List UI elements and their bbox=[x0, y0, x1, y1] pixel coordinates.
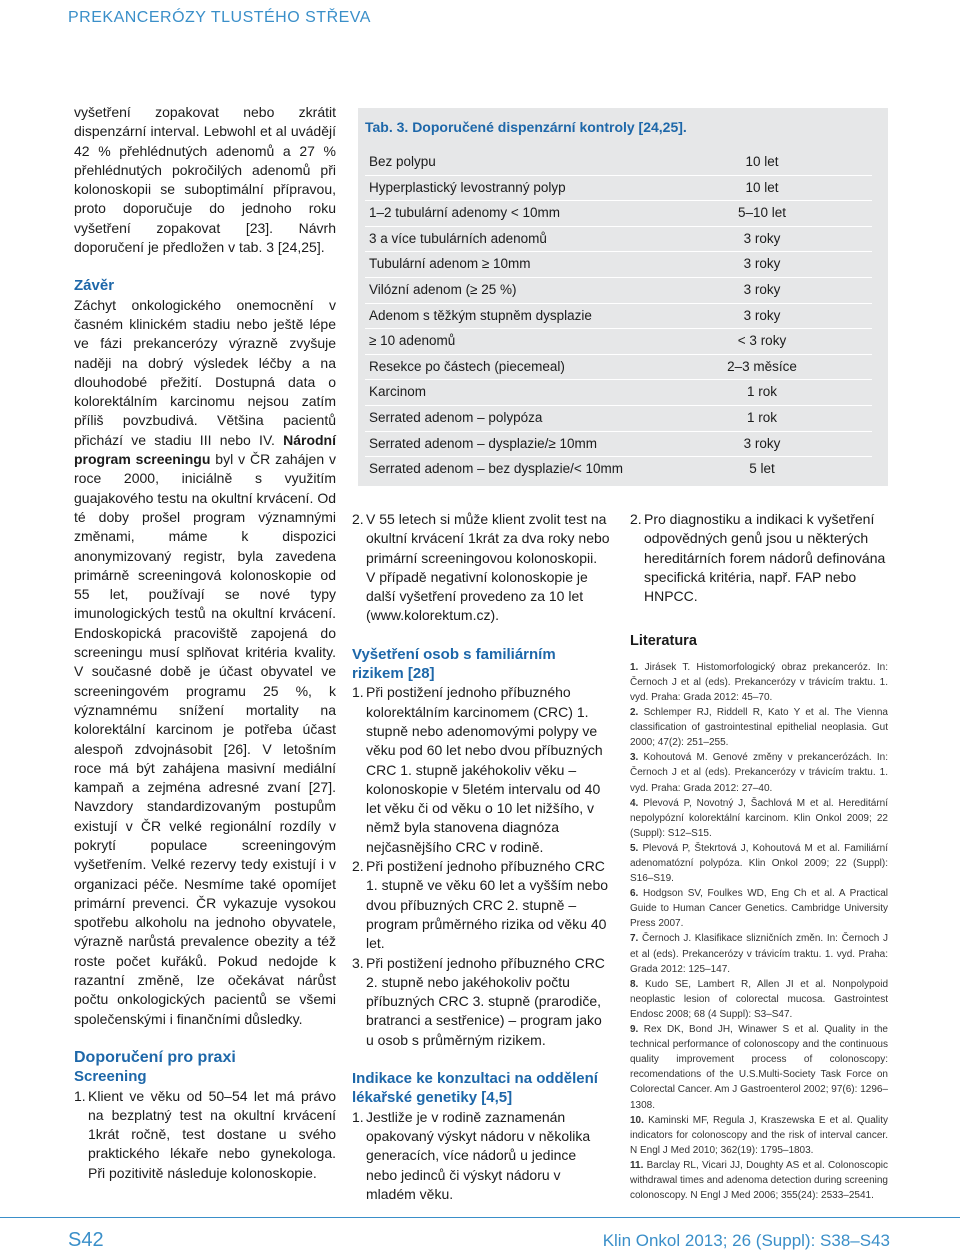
list-item: 2. Pro diagnostiku a indikaci k vyšetření odpovědných genů jsou u některých hereditárních forem nádorů definována specifická kritéria, např. FAP nebo HNPCC. bbox=[630, 511, 886, 605]
reference-item bbox=[630, 931, 888, 976]
reference-number: 7. bbox=[630, 933, 639, 945]
genetics-list-continued bbox=[630, 510, 888, 606]
reference-text: Kudo SE, Lambert R, Allen JI et al. Nonpolypoid neoplastic lesion of colorectal mucosa. Gastrointest Endosc 2008; 68 (4 Suppl): S3–S47. bbox=[630, 978, 889, 1020]
table-cell-finding: Vilózní adenom (≥ 25 %) bbox=[369, 281, 517, 297]
table-row bbox=[365, 457, 872, 482]
table-cell-finding: Serrated adenom – bez dysplazie/< 10mm bbox=[369, 461, 624, 477]
table-row bbox=[365, 432, 872, 458]
reference-text: Plevová P, Novotný J, Šachlová M et al. Hereditární nepolypózní kolorektální karcinom. Klin Onkol 2009; 22 (Suppl): S12–S15. bbox=[630, 797, 889, 839]
footer-divider bbox=[0, 1217, 960, 1218]
journal-citation: Klin Onkol 2013; 26 (Suppl): S38–S43 bbox=[602, 1231, 890, 1250]
zaver-heading: Závěr bbox=[74, 277, 115, 295]
reference-number: 2. bbox=[630, 707, 639, 719]
table-body bbox=[365, 150, 872, 482]
list-item: 1. Jestliže je v rodině zaznamenán opakovaný výskyt nádoru v několika generacích, více nádorů u jedince nebo jedinců či výskyt nádoru v mladém věku. bbox=[352, 1108, 591, 1202]
table-cell-finding: Resekce po částech (piecemeal) bbox=[369, 358, 565, 374]
table-3 bbox=[358, 108, 888, 486]
reference-number: 5. bbox=[630, 842, 639, 854]
table-title: Tab. 3. Doporučené dispenzární kontroly [24,25]. bbox=[365, 119, 687, 135]
reference-number: 6. bbox=[630, 888, 639, 900]
table-row bbox=[365, 227, 872, 253]
table-row bbox=[365, 252, 872, 278]
reference-text: Kohoutová M. Genové změny v prekancerózách. In: Černoch J et al (eds). Prekancerózy v trávicím traktu. 1. vyd. Praha: Grada 2012: 27–40. bbox=[630, 752, 888, 794]
reference-item bbox=[630, 1022, 888, 1113]
reference-item bbox=[630, 750, 888, 795]
table-cell-finding: Bez polypu bbox=[369, 154, 436, 169]
table-cell-finding: 3 a více tubulárních adenomů bbox=[369, 230, 547, 246]
reference-item bbox=[630, 796, 888, 841]
table-cell-finding: Karcinom bbox=[369, 384, 427, 400]
reference-number: 10. bbox=[630, 1114, 644, 1126]
table-cell-interval: 10 let bbox=[745, 154, 779, 169]
table-cell-interval: 1 rok bbox=[746, 384, 777, 400]
genetics-list bbox=[352, 1108, 610, 1204]
screening-list-continued bbox=[352, 510, 610, 626]
table-cell-interval: 3 roky bbox=[743, 230, 781, 246]
reference-number: 3. bbox=[630, 752, 639, 764]
screening-list bbox=[74, 1087, 336, 1183]
reference-text: Hodgson SV, Foulkes WD, Eng Ch et al. A Practical Guide to Human Cancer Genetics. Cambridge University Press 2007. bbox=[630, 888, 889, 930]
familial-risk-heading: Vyšetření osob s familiárním rizikem [28] bbox=[352, 645, 556, 683]
reference-text: Černoch J. Klasifikace slizničních změn. In: Černoch J et al (eds). Prekancerózy v trávicím traktu. 1. vyd. Praha: Grada 2012: 125–147. bbox=[630, 933, 888, 975]
reference-number: 9. bbox=[630, 1024, 639, 1036]
reference-item bbox=[630, 841, 888, 886]
table-cell-finding: Tubulární adenom ≥ 10mm bbox=[369, 256, 531, 272]
table-cell-finding: 1–2 tubulární adenomy < 10mm bbox=[369, 205, 560, 221]
reference-text: Rex DK, Bond JH, Winawer S et al. Quality in the technical performance of colonoscopy and the continuous quality improvement process of colonoscopy: recomendations of the U.S.Multi-Society Task Force on Colorectal Cancer. Am J Gastroenterol 2002; 97(6): 1296–1308. bbox=[630, 1024, 888, 1111]
doporuceni-heading: Doporučení pro praxi bbox=[74, 1048, 236, 1066]
reference-item bbox=[630, 705, 888, 750]
table-cell-interval: 5 let bbox=[749, 461, 775, 477]
table-row bbox=[365, 380, 872, 406]
running-header: PREKANCERÓZY TLUSTÉHO STŘEVA bbox=[68, 9, 371, 26]
reference-item bbox=[630, 1113, 888, 1158]
table-row bbox=[365, 176, 872, 202]
table-row bbox=[365, 406, 872, 432]
reference-number: 11. bbox=[630, 1159, 644, 1171]
screening-program-bold: Národní program screeningu bbox=[74, 431, 336, 468]
table-cell-interval: 3 roky bbox=[743, 307, 781, 323]
list-item: 1. Při postižení jednoho příbuzného kolorektálním karcinomem (CRC) 1. stupně nebo adenomovými polypy ve věku pod 60 let nebo dvou příbuzných CRC 1. stupně jakéhokoliv věku – kolonoskopie v 5letém intervalu od 40 let věku či od věku o 10 let nižšího, v němž byla stanovena diagnóza nejčasnějšího CRC v rodině. bbox=[352, 684, 603, 855]
middle-column bbox=[352, 510, 610, 1204]
table-cell-finding: Adenom s těžkým stupněm dysplazie bbox=[369, 307, 592, 323]
reference-number: 1. bbox=[630, 661, 639, 673]
table-row bbox=[365, 150, 872, 176]
right-column bbox=[630, 510, 888, 1203]
reference-list bbox=[630, 660, 888, 1203]
intro-paragraph: vyšetření zopakovat nebo zkrátit dispenzární interval. Lebwohl et al uvádějí 42 % přehlédnutých adenomů a 27 % přehlédnutých pokročilých adenomů při kolonoskopii se suboptimální přípravou, proto doporučuje do jednoho roku vyšetření zopakovat [23]. Návrh doporučení je předložen v tab. 3 [24,25]. bbox=[74, 104, 336, 256]
reference-item bbox=[630, 660, 888, 705]
table-cell-finding: Serrated adenom – polypóza bbox=[369, 409, 543, 425]
table-cell-interval: 5–10 let bbox=[737, 205, 787, 221]
list-item: 2. Při postižení jednoho příbuzného CRC 1. stupně ve věku 60 let a vyšším nebo dvou příbuzných CRC 2. stupně – program průměrného rizika od věku 40 let. bbox=[352, 858, 609, 952]
table-cell-finding: Hyperplastický levostranný polyp bbox=[369, 179, 566, 195]
reference-number: 4. bbox=[630, 797, 639, 809]
literature-heading: Literatura bbox=[630, 633, 697, 650]
reference-text: Plevová P, Štekrtová J, Kohoutová M et al. Familiární adenomatózní polypóza. Klin Onkol 2009; 22 (Suppl): S16–S19. bbox=[630, 842, 888, 885]
reference-text: Kaminski MF, Regula J, Kraszewska E et al. Quality indicators for colonoscopy and the risk of interval cancer. N Engl J Med 2010; 362(19): 1795–1803. bbox=[630, 1114, 888, 1156]
table-row bbox=[365, 278, 872, 304]
reference-number: 8. bbox=[630, 978, 639, 990]
genetics-heading: Indikace ke konzultaci na oddělení lékařské genetiky [4,5] bbox=[352, 1070, 598, 1107]
left-column bbox=[74, 103, 336, 1183]
table-cell-interval: 3 roky bbox=[743, 281, 781, 297]
list-item: 1. Klient ve věku od 50–54 let má právo na bezplatný test na okultní krvácení 1krát ročně, test dostane u svého praktického lékaře nebo gynekologa. Při pozitivitě následuje kolonoskopie. bbox=[74, 1087, 336, 1181]
reference-text: Jirásek T. Histomorfologický obraz prekanceróz. In: Černoch J et al (eds). Prekancerózy v trávicím traktu. 1. vyd. Praha: Grada 2012: 45–70. bbox=[630, 661, 889, 703]
screening-heading: Screening bbox=[74, 1068, 147, 1086]
list-item: 3. Při postižení jednoho příbuzného CRC 2. stupně nebo jakéhokoliv počtu příbuzných CRC 3. stupně (prarodiče, bratranci a sestřenice) – program jako u osob s průměrným rizikem. bbox=[352, 954, 605, 1048]
table-cell-finding: Serrated adenom – dysplazie/≥ 10mm bbox=[369, 435, 598, 451]
table-cell-interval: 3 roky bbox=[743, 256, 781, 272]
table-cell-interval: < 3 roky bbox=[737, 333, 787, 349]
table-row bbox=[365, 355, 872, 381]
page-number: S42 bbox=[68, 1229, 104, 1251]
familial-risk-list bbox=[352, 683, 610, 1050]
reference-text: Schlemper RJ, Riddell R, Kato Y et al. The Vienna classification of gastrointestinal epithelial neoplasia. Gut 2000; 47(2): 251–255. bbox=[630, 707, 888, 749]
table-row bbox=[365, 329, 872, 355]
table-cell-finding: ≥ 10 adenomů bbox=[369, 333, 456, 349]
table-row bbox=[365, 304, 872, 330]
list-item: 2. V 55 letech si může klient zvolit test na okultní krvácení 1krát za dva roky nebo primární screeningovou kolonoskopii. V případě negativní kolonoskopie je další vyšetření provedeno za 10 let (www.kolorektum.cz). bbox=[352, 511, 610, 624]
table-cell-interval: 2–3 měsíce bbox=[727, 358, 797, 374]
reference-item bbox=[630, 1158, 888, 1203]
table-row bbox=[365, 201, 872, 227]
zaver-paragraph: Záchyt onkologického onemocnění v časném klinickém stadiu nebo ještě lépe ve fázi prekancerózy výrazně zvyšuje naději na dobrý výsledek léčby a na dlouhodobé přežití. Dostupná data o kolorektálním karcinomu nejsou zatím příliš povzbudivá. Většina pacientů přichází ve stadiu III nebo IV. Národní program screeningu byl v ČR zahájen v roce 2000, iniciálně s využitím guajakového testu na okultní krvácení. Od té doby prošel program významnými změnami, máme k dispozici anonymizovaný registr, byla zavedena primárně screeningová kolonoskopie od 55 let, používají se nové typy imunologických testů na okultní krvácení. Endoskopická pracoviště zapojená do screeningu musí splňovat kritéria kvality. V současné době je účast obyvatel ve screeningovém programu 25 %, k významnému snížení mortality na kolorektální karcinom je potřeba účast alespoň zdvojnásobit [26]. V letošním roce má být zahájena masivní mediální kampaň a zejména adresné zvaní [27]. Navzdory standardizovaným postupům existují v ČR velké regionální rozdíly v pokrytí populace screeningovým vyšetřením. Velké rezervy tedy existují i v organizaci péče. Nesmíme také opomíjet primární prevenci. ČR vykazuje vysokou spotřebu alkoholu na jednoho obyvatele, výrazně narůstá prevalence obezity a též roste počet kuřáků. Pokud nedojde k razantní změně, lze očekávat nárůst počtu onkologických pacientů se všemi společenskými i finančními důsledky. bbox=[74, 296, 337, 1027]
reference-text: Barclay RL, Vicari JJ, Doughty AS et al. Colonoscopic withdrawal times and adenoma detection during screening colonoscopy. N Engl J Med 2006; 355(24): 2533–2541. bbox=[630, 1159, 888, 1202]
table-cell-interval: 1 rok bbox=[746, 409, 777, 425]
reference-item bbox=[630, 886, 888, 931]
table-cell-interval: 10 let bbox=[745, 179, 779, 195]
table-cell-interval: 3 roky bbox=[743, 435, 781, 451]
reference-item bbox=[630, 977, 888, 1022]
